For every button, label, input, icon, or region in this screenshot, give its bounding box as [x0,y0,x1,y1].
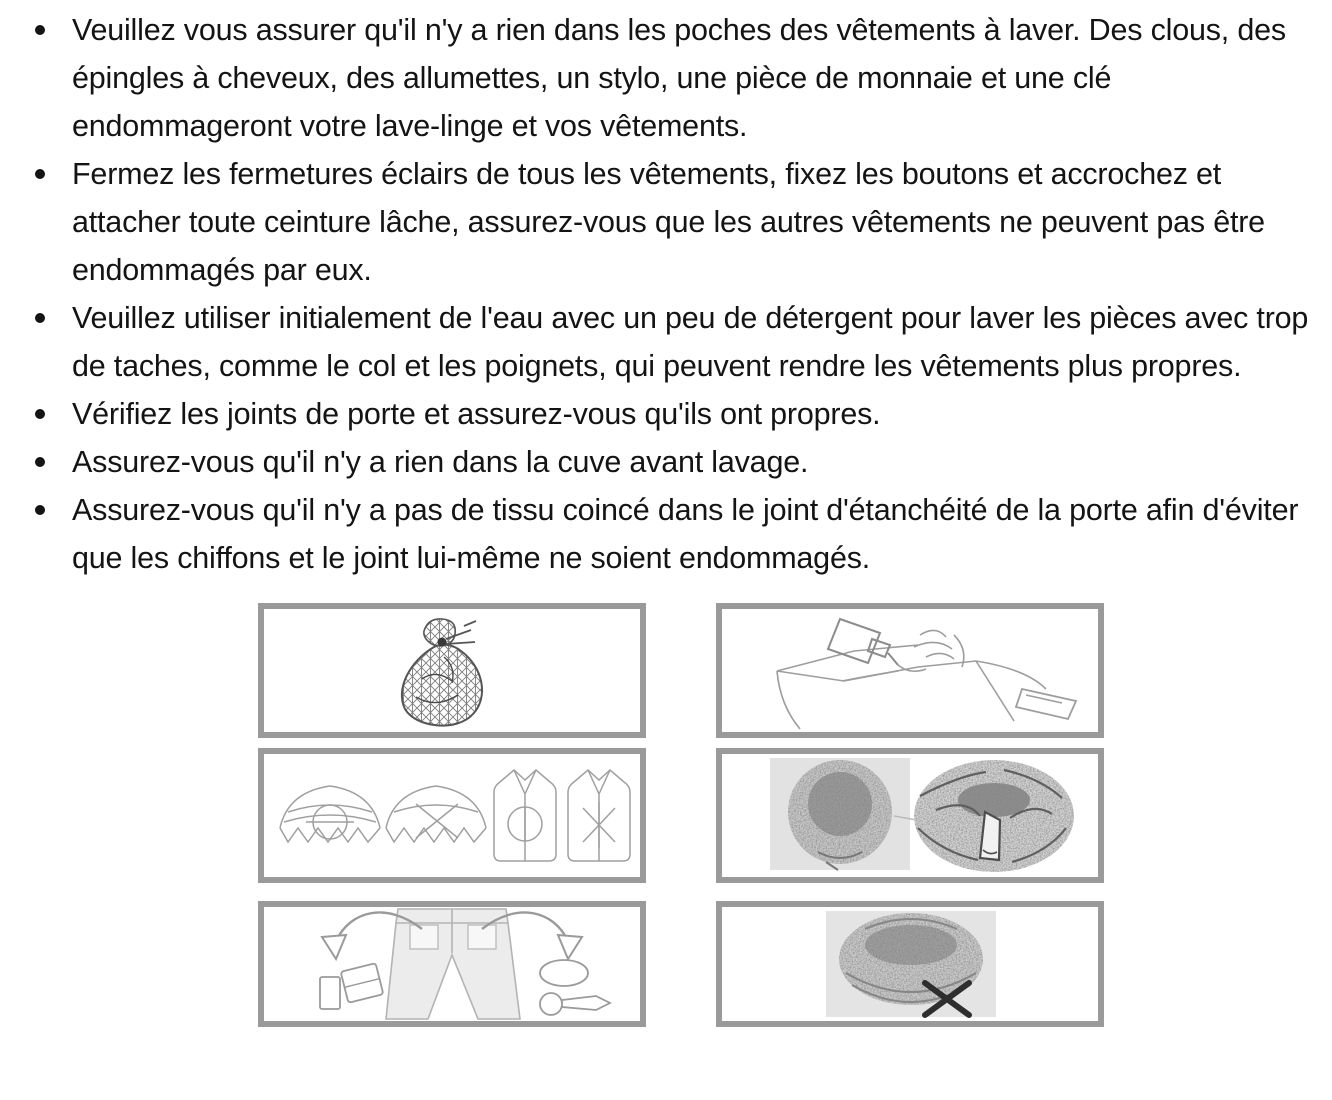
garments-wash-bag-symbols-icon [264,754,640,877]
empty-trouser-pockets-icon [264,907,640,1021]
bullet-text: Vérifiez les joints de porte et assurez-vous qu'ils ont propres. [72,397,881,431]
drum-photo-crossed-out-icon [722,907,1098,1021]
laundry-bag-icon [264,609,640,732]
drum-and-door-seal-photos-icon [722,754,1098,877]
bullet-item [33,150,1322,294]
bullet-text: Assurez-vous qu'il n'y a rien dans la cuve avant lavage. [72,445,809,479]
bullet-item [33,294,1322,390]
bullet-text: Assurez-vous qu'il n'y a pas de tissu coincé dans le joint d'étanchéité de la porte afin d'éviter que les chiffons et le joint lui-même ne soient endommagés. [72,493,1299,575]
figure-grid [258,603,1332,1027]
bullet-text: Fermez les fermetures éclairs de tous les vêtements, fixez les boutons et accrochez et attacher toute ceinture lâche, assurez-vous que les autres vêtements ne peuvent pas être endommagés par eux. [72,157,1265,287]
figure-box-garment-symbols [258,748,646,883]
bullet-text: Veuillez vous assurer qu'il n'y a rien dans les poches des vêtements à laver. Des clous, des épingles à cheveux, des allumettes, un stylo, une pièce de monnaie et une clé endommageront votre lave-linge et vos vêtements. [72,13,1286,143]
bullet-item [33,6,1322,150]
figure-box-detergent-collar [716,603,1104,738]
bullet-item [33,438,1322,486]
figure-box-empty-pockets [258,901,646,1027]
bullet-item [33,390,1322,438]
figure-box-laundry-bag [258,603,646,738]
figure-box-drum-crossed [716,901,1104,1027]
figure-column-right [716,603,1104,1027]
bullet-item [33,486,1322,582]
apply-detergent-to-collar-icon [722,609,1098,732]
figure-box-drum-seal-photos [716,748,1104,883]
figure-column-left [258,603,646,1027]
bullet-text: Veuillez utiliser initialement de l'eau avec un peu de détergent pour laver les pièces avec trop de taches, comme le col et les poignets, qui peuvent rendre les vêtements plus propres. [72,301,1309,383]
